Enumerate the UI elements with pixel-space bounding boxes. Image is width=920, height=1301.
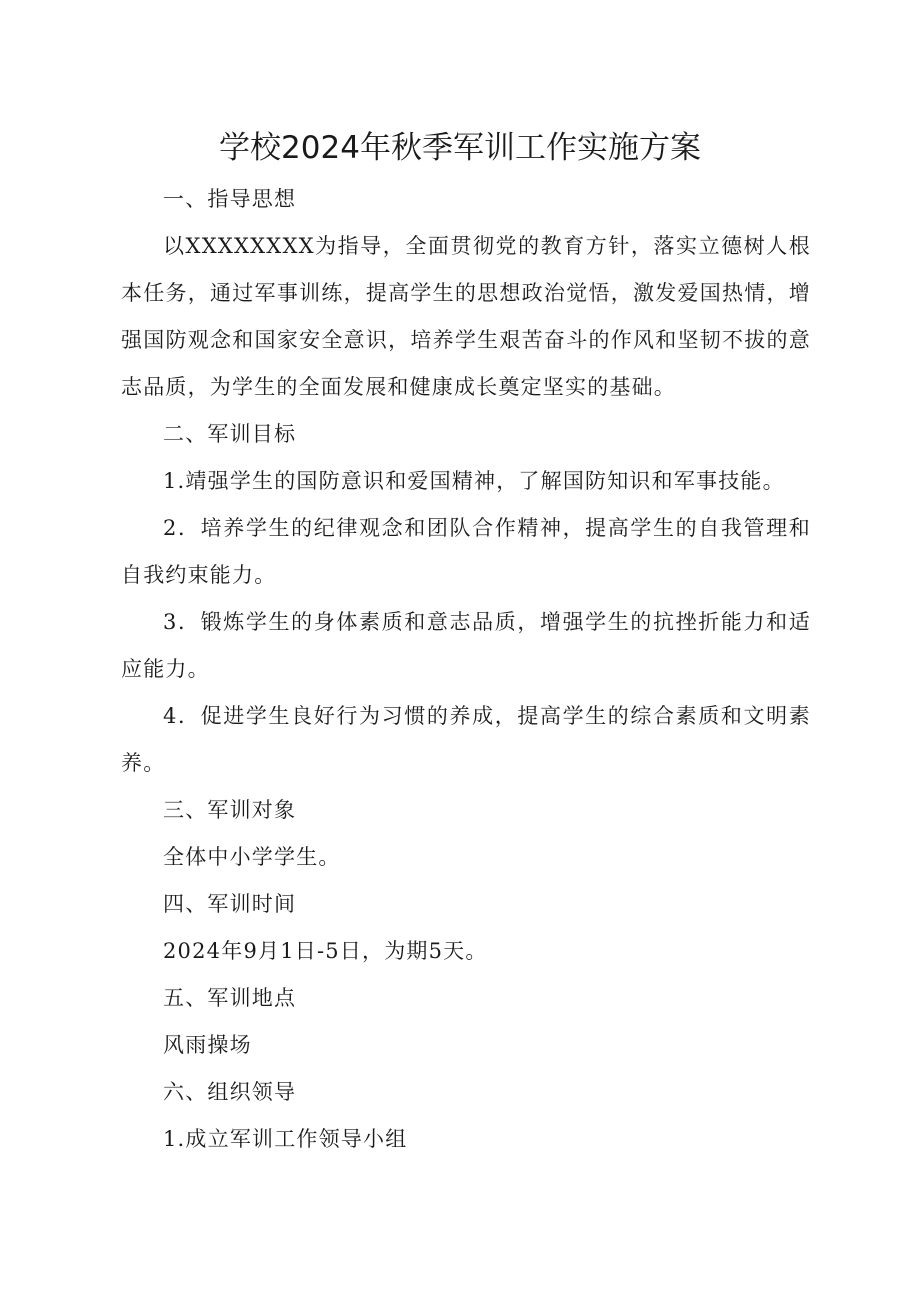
paragraph-goal-1: 1.靖强学生的国防意识和爱国精神，了解国防知识和军事技能。 bbox=[163, 469, 785, 493]
section-heading-training-time: 四、军训时间 bbox=[163, 892, 297, 916]
section-heading-organization: 六、组织领导 bbox=[163, 1080, 297, 1104]
paragraph-training-target: 全体中小学学生。 bbox=[163, 845, 341, 869]
paragraph-goal-4: 4．促进学生良好行为习惯的养成，提高学生的综合素质和文明素养。 bbox=[121, 704, 811, 775]
paragraph-training-location: 风雨操场 bbox=[163, 1033, 252, 1057]
document-title: 学校2024年秋季军训工作实施方案 bbox=[219, 130, 701, 166]
paragraph-guiding-ideology: 以XXXXXXXX为指导，全面贯彻党的教育方针，落实立德树人根本任务，通过军事训练，提高学生的思想政治觉悟，激发爱国热情，增强国防观念和国家安全意识，培养学生艰苦奋斗的作风和坚韧不拔的意志品质，为学生的全面发展和健康成长奠定坚实的基础。 bbox=[121, 234, 811, 399]
paragraph-goal-2: 2．培养学生的纪律观念和团队合作精神，提高学生的自我管理和自我约束能力。 bbox=[121, 516, 811, 587]
paragraph-organization-1: 1.成立军训工作领导小组 bbox=[163, 1127, 408, 1151]
paragraph-training-time: 2024年9月1日-5日，为期5天。 bbox=[163, 939, 488, 963]
paragraph-goal-3: 3．锻炼学生的身体素质和意志品质，增强学生的抗挫折能力和适应能力。 bbox=[121, 610, 811, 681]
document-body bbox=[121, 176, 811, 1163]
section-heading-guiding-ideology: 一、指导思想 bbox=[163, 187, 297, 211]
section-heading-training-target: 三、军训对象 bbox=[163, 798, 297, 822]
section-heading-training-goals: 二、军训目标 bbox=[163, 422, 297, 446]
section-heading-training-location: 五、军训地点 bbox=[163, 986, 297, 1010]
